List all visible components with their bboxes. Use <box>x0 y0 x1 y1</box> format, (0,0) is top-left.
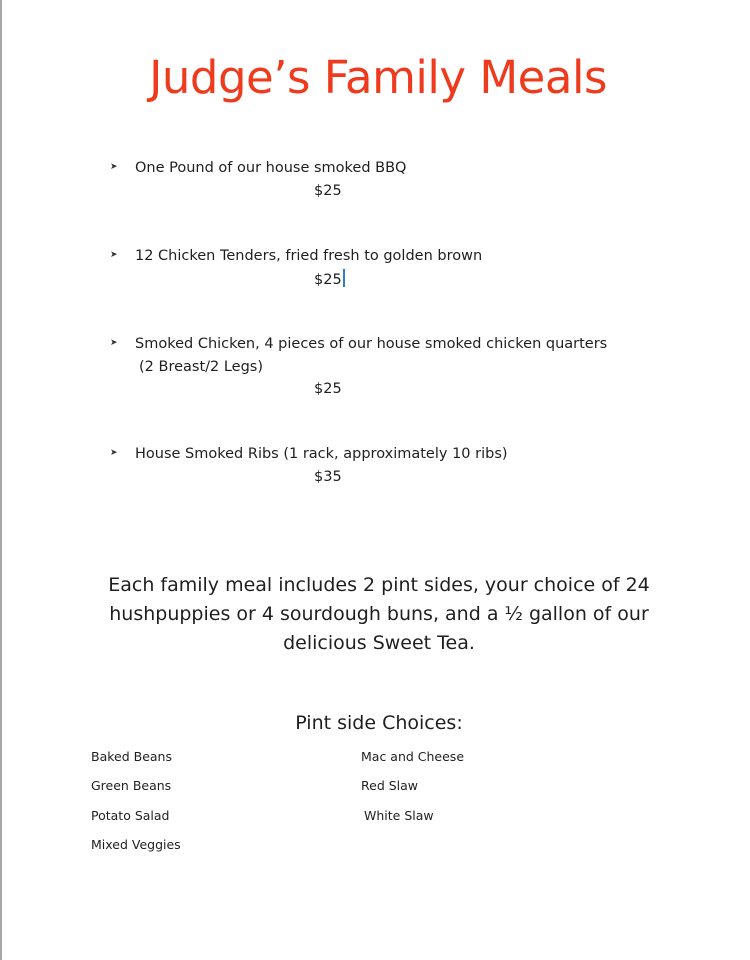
arrowhead-bullet-icon: ➤ <box>110 250 118 260</box>
page-left-edge <box>0 0 2 960</box>
text-cursor <box>343 269 345 287</box>
side-choice[interactable]: Mixed Veggies <box>91 837 181 852</box>
pint-sides-heading[interactable]: Pint side Choices: <box>295 712 463 734</box>
menu-item-price[interactable]: $35 <box>314 469 342 485</box>
arrowhead-bullet-icon: ➤ <box>110 162 118 172</box>
menu-item-price-with-cursor[interactable] <box>314 269 345 290</box>
includes-line: Each family meal includes 2 pint sides, your choice of 24 <box>108 574 650 596</box>
includes-line: hushpuppies or 4 sourdough buns, and a ½ gallon of our <box>109 603 649 625</box>
arrowhead-bullet-icon: ➤ <box>110 448 118 458</box>
side-choice[interactable]: Red Slaw <box>361 778 419 793</box>
menu-item-description[interactable]: 12 Chicken Tenders, fried fresh to golden brown <box>135 248 483 264</box>
menu-item-description[interactable]: Smoked Chicken, 4 pieces of our house smoked chicken quarters <box>135 336 608 352</box>
includes-paragraph[interactable] <box>0 571 750 658</box>
side-choice[interactable]: White Slaw <box>364 808 434 823</box>
menu-item-description[interactable]: One Pound of our house smoked BBQ <box>135 160 407 176</box>
side-choice[interactable]: Mac and Cheese <box>361 749 465 764</box>
side-choice[interactable]: Green Beans <box>91 778 172 793</box>
arrowhead-bullet-icon: ➤ <box>110 338 118 348</box>
menu-item-price[interactable]: $25 <box>314 272 342 288</box>
menu-item-detail[interactable]: (2 Breast/2 Legs) <box>139 359 264 375</box>
menu-item-price[interactable]: $25 <box>314 183 342 199</box>
menu-item-description[interactable]: House Smoked Ribs (1 rack, approximately 10 ribs) <box>135 446 508 462</box>
page-title: Judge’s Family Meals <box>149 51 607 104</box>
includes-line: delicious Sweet Tea. <box>283 632 475 654</box>
side-choice[interactable]: Potato Salad <box>91 808 170 823</box>
side-choice[interactable]: Baked Beans <box>91 749 172 764</box>
menu-item-price[interactable]: $25 <box>314 381 342 397</box>
